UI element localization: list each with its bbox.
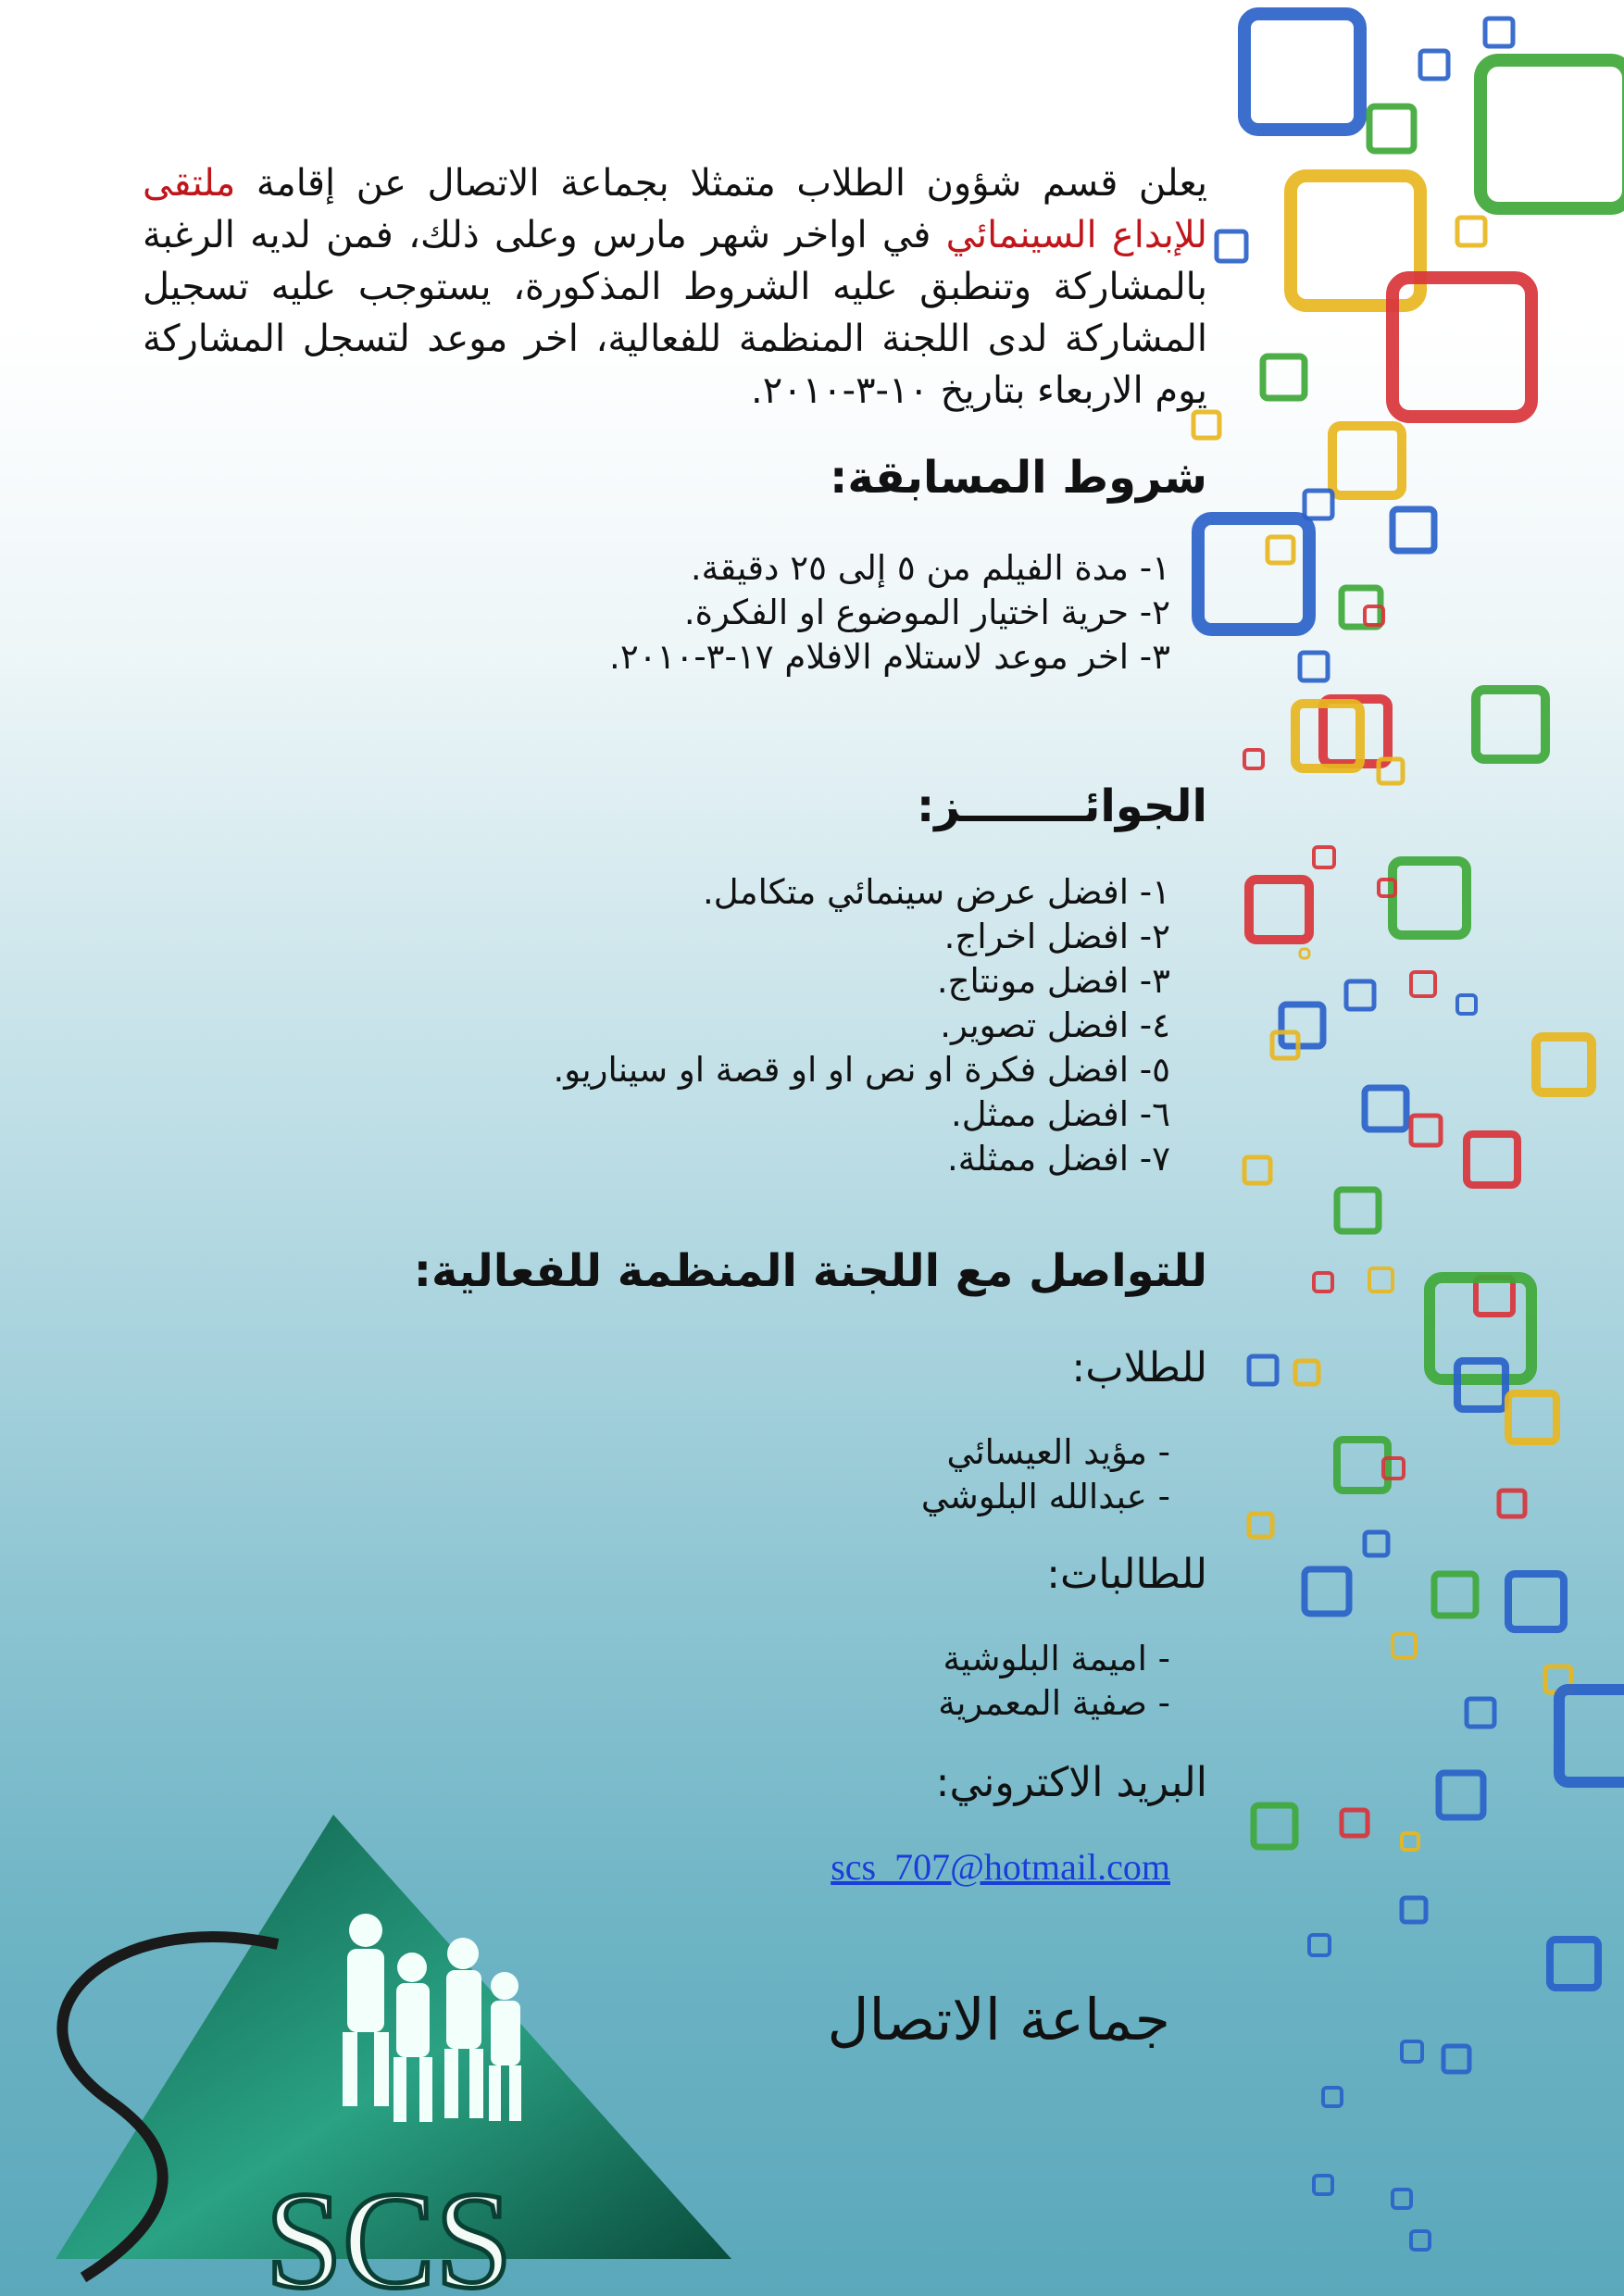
decor-square: [1332, 426, 1402, 495]
announcement-paragraph: [143, 157, 1207, 417]
decor-square: [1411, 2231, 1430, 2250]
decor-square: [1300, 653, 1328, 680]
decor-square: [1467, 1134, 1518, 1185]
decor-square: [1536, 1037, 1592, 1092]
decor-square: [1249, 880, 1309, 940]
decor-square: [1550, 1940, 1598, 1988]
decor-square: [1369, 1268, 1393, 1292]
decor-square: [1443, 2046, 1469, 2072]
prize-item: ٢- افضل اخراج.: [943, 917, 1170, 956]
intro-text-part2: في اواخر شهر مارس وعلى ذلك، فمن لديه الرغبة بالمشاركة وتنطبق عليه الشروط المذكورة، يستوجب عليه تسجيل المشاركة لدى اللجنة المنظمة للفعالية، اخر موعد لتسجل المشاركة يوم الاربعاء بتاريخ ١٠-٣-٢٠١٠.: [143, 214, 1207, 412]
decor-square: [1342, 1810, 1368, 1836]
decor-square: [1411, 972, 1435, 996]
decor-square: [1393, 509, 1434, 551]
decor-square: [1393, 861, 1467, 935]
condition-item: ١- مدة الفيلم من ٥ إلى ٢٥ دقيقة.: [690, 548, 1170, 588]
conditions-list: [143, 546, 1207, 680]
decor-square: [1305, 491, 1332, 518]
decor-square: [1217, 231, 1246, 261]
female-students-label: للطالبات:: [1046, 1551, 1207, 1598]
decor-square: [1254, 1805, 1295, 1847]
decor-square: [1198, 518, 1309, 630]
decorative-squares-pattern: [1180, 0, 1624, 2296]
email-link[interactable]: scs_707@hotmail.com: [831, 1846, 1170, 1888]
decor-square: [1485, 19, 1513, 46]
decor-square: [1476, 690, 1545, 759]
contact-person: - مؤيد العيسائي: [946, 1432, 1170, 1472]
decor-square: [1249, 1514, 1272, 1537]
decor-square: [1365, 1532, 1388, 1555]
logo-text: SCS: [265, 2164, 513, 2296]
decor-square: [1480, 60, 1624, 208]
prizes-list: [143, 870, 1207, 1181]
decor-square: [1323, 2088, 1342, 2106]
decor-square: [1244, 750, 1263, 768]
condition-item: ٢- حرية اختيار الموضوع او الفكرة.: [683, 593, 1170, 632]
decor-square: [1346, 981, 1374, 1009]
prize-item: ١- افضل عرض سينمائي متكامل.: [703, 872, 1170, 912]
decor-square: [1305, 1569, 1349, 1614]
decor-square: [1369, 106, 1414, 151]
organization-name: جماعة الاتصال: [827, 1986, 1170, 2053]
decor-square: [1281, 1004, 1323, 1046]
event-name-highlight: ملتقى للإبداع السينمائي: [143, 162, 1207, 256]
decor-square: [1365, 1088, 1406, 1129]
prize-item: ٦- افضل ممثل.: [951, 1094, 1170, 1134]
prize-item: ٥- افضل فكرة او نص او او قصة او سيناريو.: [553, 1050, 1170, 1090]
decor-square: [1309, 1935, 1330, 1955]
decor-square: [1263, 356, 1305, 398]
scs-logo: [0, 1796, 759, 2296]
decor-square: [1249, 1356, 1277, 1384]
decor-square: [1393, 1634, 1416, 1657]
intro-text-part1: يعلن قسم شؤون الطلاب متمثلا بجماعة الاتصال عن إقامة: [256, 162, 1207, 205]
decor-square: [1393, 2190, 1411, 2208]
decor-square: [1314, 847, 1334, 867]
contact-person: - اميمة البلوشية: [943, 1639, 1170, 1678]
decor-square: [1457, 218, 1485, 245]
prizes-heading: الجوائــــــــز:: [917, 780, 1207, 832]
decor-square: [1411, 1116, 1441, 1145]
decor-square: [1499, 1491, 1525, 1516]
decor-square: [1508, 1574, 1564, 1629]
decor-square: [1314, 2176, 1332, 2194]
decor-square: [1559, 1690, 1624, 1782]
prize-item: ٧- افضل ممثلة.: [946, 1139, 1170, 1179]
prize-item: ٤- افضل تصوير.: [940, 1005, 1170, 1045]
conditions-heading: شروط المسابقة:: [830, 452, 1207, 504]
decor-square: [1295, 1361, 1318, 1384]
female-students-contact-list: [143, 1637, 1207, 1726]
decor-square: [1457, 995, 1476, 1014]
decor-square: [1337, 1190, 1379, 1231]
decor-square: [1402, 2041, 1422, 2062]
students-contact-list: [143, 1430, 1207, 1519]
decor-square: [1439, 1773, 1483, 1817]
email-label: البريد الاكتروني:: [935, 1759, 1207, 1806]
decor-square: [1434, 1574, 1476, 1616]
condition-item: ٣- اخر موعد لاستلام الافلام ١٧-٣-٢٠١٠.: [609, 637, 1170, 677]
decor-square: [1402, 1898, 1426, 1922]
contact-heading: للتواصل مع اللجنة المنظمة للفعالية:: [413, 1245, 1207, 1297]
decor-square: [1314, 1273, 1332, 1292]
contact-person: - صفية المعمرية: [938, 1683, 1170, 1723]
decor-square: [1300, 949, 1309, 958]
decor-square: [1244, 1157, 1270, 1183]
prize-item: ٣- افضل مونتاج.: [936, 961, 1170, 1001]
decor-square: [1337, 1440, 1388, 1491]
contact-person: - عبدالله البلوشي: [920, 1477, 1170, 1516]
decor-square: [1420, 51, 1448, 79]
decor-square: [1508, 1393, 1556, 1441]
decor-square: [1402, 1833, 1418, 1850]
decor-square: [1467, 1699, 1494, 1727]
decor-square: [1268, 537, 1293, 563]
decor-square: [1244, 14, 1360, 130]
students-label: للطلاب:: [1071, 1344, 1207, 1391]
